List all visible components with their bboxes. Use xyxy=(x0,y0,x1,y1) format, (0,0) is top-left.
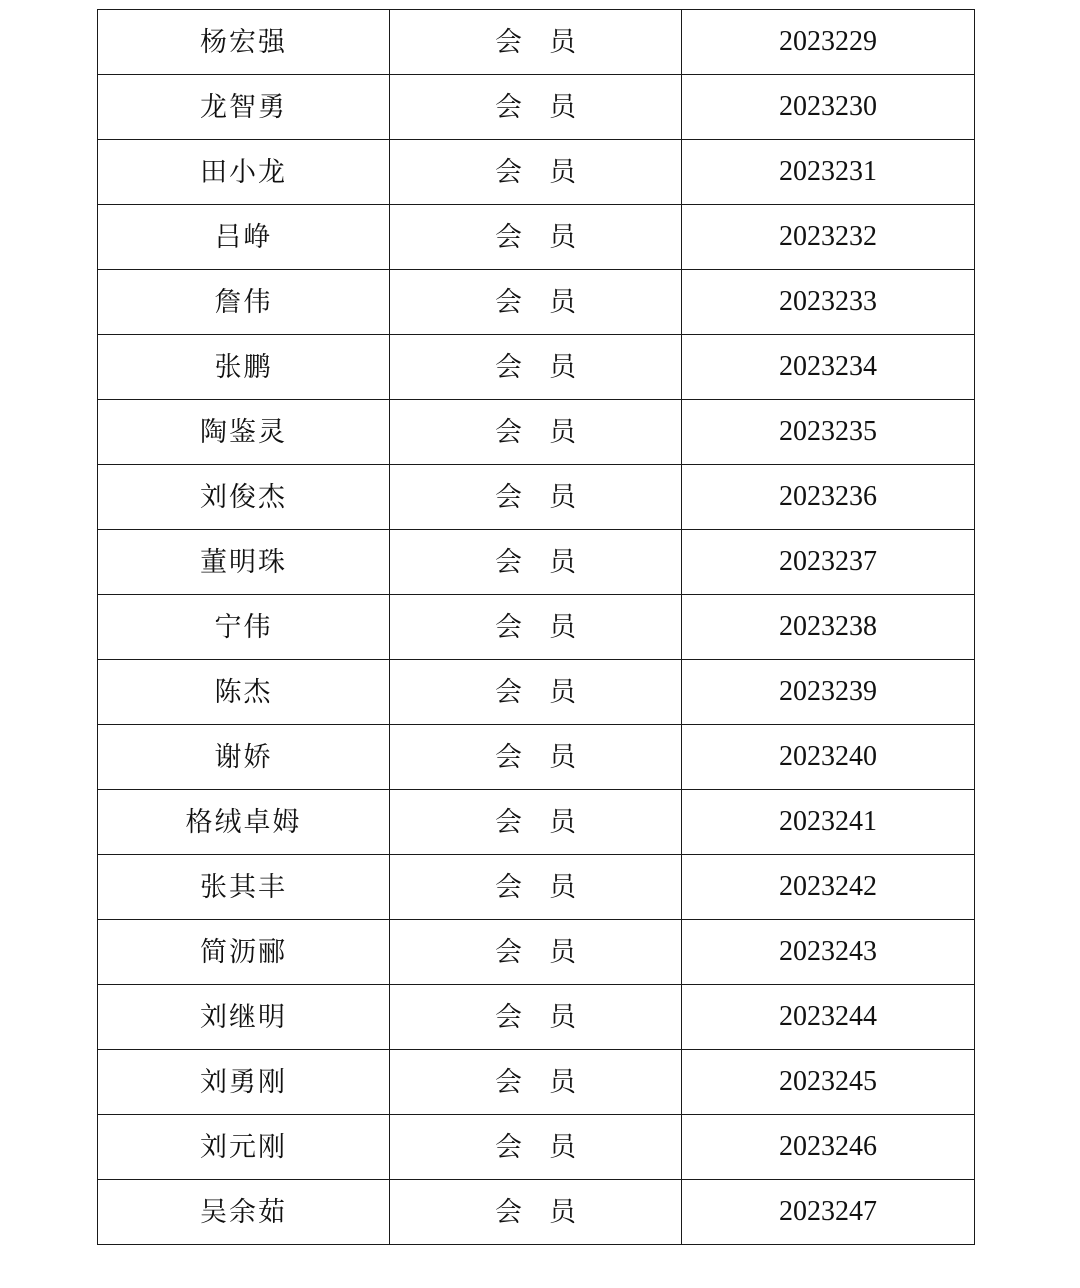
member-id: 2023233 xyxy=(682,270,975,335)
table-row xyxy=(98,335,975,400)
table-row xyxy=(98,530,975,595)
table-row xyxy=(98,920,975,985)
member-role: 会 员 xyxy=(390,595,682,660)
member-role: 会 员 xyxy=(390,465,682,530)
member-name: 刘元刚 xyxy=(98,1115,390,1180)
member-id: 2023243 xyxy=(682,920,975,985)
member-id: 2023245 xyxy=(682,1050,975,1115)
member-id: 2023247 xyxy=(682,1180,975,1245)
table-row xyxy=(98,1180,975,1245)
member-name: 宁伟 xyxy=(98,595,390,660)
member-role: 会 员 xyxy=(390,1050,682,1115)
member-id: 2023244 xyxy=(682,985,975,1050)
member-role: 会 员 xyxy=(390,400,682,465)
table-row xyxy=(98,140,975,205)
member-name: 陶鉴灵 xyxy=(98,400,390,465)
member-role: 会 员 xyxy=(390,985,682,1050)
member-id: 2023235 xyxy=(682,400,975,465)
member-role: 会 员 xyxy=(390,1180,682,1245)
member-role: 会 员 xyxy=(390,855,682,920)
member-role: 会 员 xyxy=(390,725,682,790)
member-role: 会 员 xyxy=(390,75,682,140)
member-name: 简沥郦 xyxy=(98,920,390,985)
table-row xyxy=(98,75,975,140)
table-row xyxy=(98,10,975,75)
member-id: 2023242 xyxy=(682,855,975,920)
member-name: 张鹏 xyxy=(98,335,390,400)
table-row xyxy=(98,660,975,725)
table-row xyxy=(98,725,975,790)
member-table-body xyxy=(98,10,975,1245)
member-role: 会 员 xyxy=(390,530,682,595)
table-row xyxy=(98,595,975,660)
member-role: 会 员 xyxy=(390,10,682,75)
member-name: 杨宏强 xyxy=(98,10,390,75)
member-name: 龙智勇 xyxy=(98,75,390,140)
member-id: 2023234 xyxy=(682,335,975,400)
member-id: 2023237 xyxy=(682,530,975,595)
member-role: 会 员 xyxy=(390,335,682,400)
member-role: 会 员 xyxy=(390,270,682,335)
member-id: 2023236 xyxy=(682,465,975,530)
member-id: 2023239 xyxy=(682,660,975,725)
table-row xyxy=(98,205,975,270)
member-role: 会 员 xyxy=(390,790,682,855)
member-role: 会 员 xyxy=(390,1115,682,1180)
table-row xyxy=(98,855,975,920)
member-name: 田小龙 xyxy=(98,140,390,205)
member-id: 2023230 xyxy=(682,75,975,140)
member-name: 刘继明 xyxy=(98,985,390,1050)
member-name: 格绒卓姆 xyxy=(98,790,390,855)
member-id: 2023241 xyxy=(682,790,975,855)
member-role: 会 员 xyxy=(390,140,682,205)
member-name: 詹伟 xyxy=(98,270,390,335)
member-id: 2023246 xyxy=(682,1115,975,1180)
member-name: 陈杰 xyxy=(98,660,390,725)
table-row xyxy=(98,270,975,335)
member-id: 2023240 xyxy=(682,725,975,790)
member-name: 刘俊杰 xyxy=(98,465,390,530)
member-name: 董明珠 xyxy=(98,530,390,595)
member-name: 谢娇 xyxy=(98,725,390,790)
member-role: 会 员 xyxy=(390,660,682,725)
member-name: 刘勇刚 xyxy=(98,1050,390,1115)
table-row xyxy=(98,465,975,530)
member-name: 吕峥 xyxy=(98,205,390,270)
table-row xyxy=(98,400,975,465)
member-id: 2023238 xyxy=(682,595,975,660)
member-id: 2023229 xyxy=(682,10,975,75)
member-name: 吴余茹 xyxy=(98,1180,390,1245)
member-name: 张其丰 xyxy=(98,855,390,920)
member-id: 2023232 xyxy=(682,205,975,270)
table-row xyxy=(98,1050,975,1115)
member-role: 会 员 xyxy=(390,205,682,270)
member-table xyxy=(97,9,975,1245)
table-row xyxy=(98,985,975,1050)
table-row xyxy=(98,790,975,855)
member-id: 2023231 xyxy=(682,140,975,205)
member-role: 会 员 xyxy=(390,920,682,985)
table-row xyxy=(98,1115,975,1180)
